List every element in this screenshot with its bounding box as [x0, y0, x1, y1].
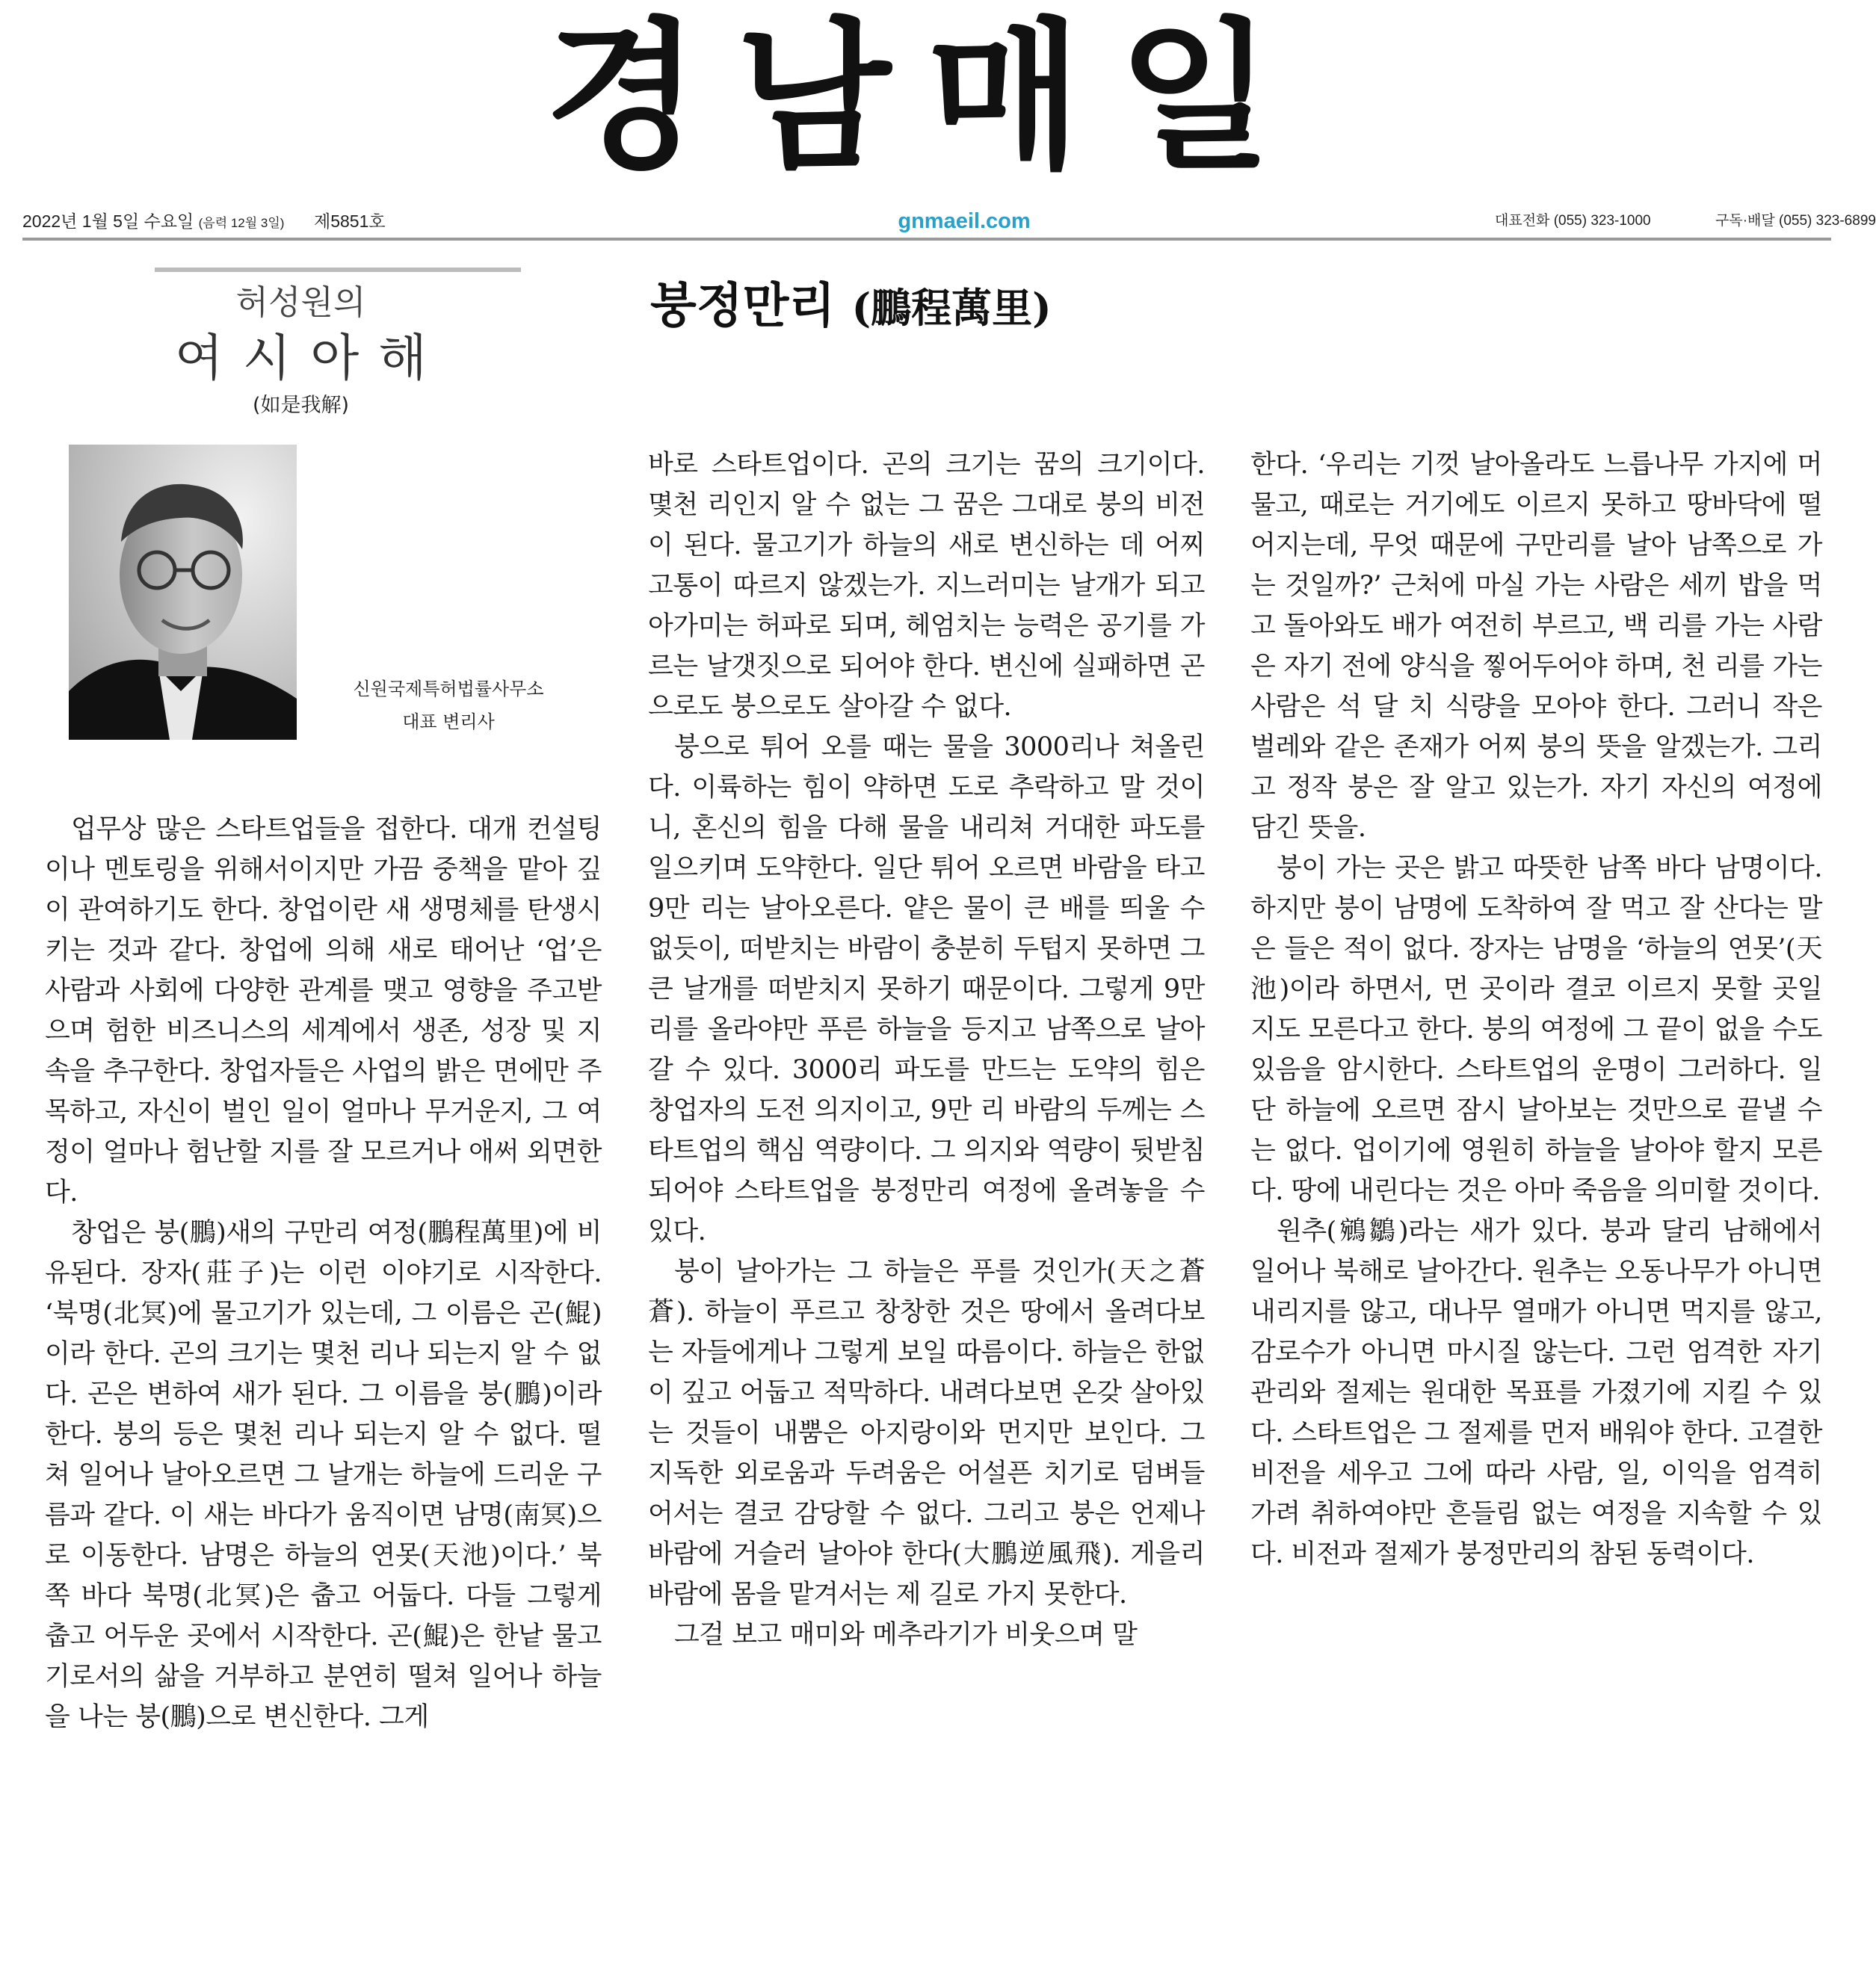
article-headline	[650, 269, 1846, 345]
subscription-phone: 구독·배달 (055) 323-6899	[1715, 213, 1876, 229]
author-photo	[69, 445, 297, 740]
article-column-2	[648, 445, 1205, 1655]
publication-date: 2022년 1월 5일 수요일 (음력 12월 3일)	[22, 211, 285, 231]
article-paragraph: 붕이 가는 곳은 밝고 따뜻한 남쪽 바다 남명이다. 하지만 붕이 남명에 도착하여 잘 먹고 잘 산다는 말은 들은 적이 없다. 장자는 남명을 ‘하늘의 연못’(天池)이라 하면서, 먼 곳이라 결코 이르지 못할 곳일지도 모른다고 한다. 붕의 여정에 그 끝이 없을 수도 있음을 암시한다. 스타트업의 운명이 그러하다. 일단 하늘에 오르면 잠시 날아보는 것만으로 끝낼 수는 없다. 업이기에 영원히 하늘을 날아야 할지 모른다. 땅에 내린다는 것은 아마 죽음을 의미할 것이다.	[1250, 853, 1822, 1206]
column-title-block	[90, 280, 512, 421]
headline-text: 붕정만리	[650, 278, 836, 334]
website-link[interactable]: gnmaeil.com	[898, 209, 1031, 233]
author-line: 허성원의	[235, 282, 366, 322]
issue-number: 제5851호	[314, 211, 386, 231]
author-caption	[333, 673, 564, 738]
series-title: 여시아해	[175, 329, 446, 387]
newspaper-masthead: 경남매일	[544, 3, 1309, 191]
article-paragraph: 붕이 날아가는 그 하늘은 푸를 것인가(天之蒼蒼). 하늘이 푸르고 창창한 것은 땅에서 올려다보는 자들에게나 그렇게 보일 따름이다. 하늘은 한없이 깊고 어둡고 적막하다. 내려다보면 온갖 살아있는 것들이 내뿜은 아지랑이와 먼지만 보인다. 그 지독한 외로움과 두려움은 어설픈 치기로 덤벼들어서는 결코 감당할 수 없다. 그리고 붕은 언제나 바람에 거슬러 날아야 한다(大鵬逆風飛). 게을리 바람에 몸을 맡겨서는 제 길로 가지 못한다.	[648, 1257, 1205, 1610]
article-paragraph-continued: 바로 스타트업이다. 곤의 크기는 꿈의 크기이다. 몇천 리인지 알 수 없는 그 꿈은 그대로 붕의 비전이 된다. 물고기가 하늘의 새로 변신하는 데 어찌 고통이 따르지 않겠는가. 지느러미는 날개가 되고 아가미는 허파로 되며, 헤엄치는 능력은 공기를 가르는 날갯짓으로 되어야 한다. 변신에 실패하면 곤으로도 붕으로도 살아갈 수 없다.	[648, 450, 1205, 722]
caption-affiliation: 신원국제특허법률사무소	[353, 678, 544, 699]
column-divider	[155, 268, 521, 272]
header-divider	[22, 238, 1831, 241]
lunar-date: (음력 12월 3일)	[198, 216, 285, 230]
article-paragraph: 그걸 보고 매미와 메추라기가 비웃으며 말	[674, 1620, 1138, 1650]
article-column-3	[1250, 445, 1822, 1574]
article-paragraph: 창업은 붕(鵬)새의 구만리 여정(鵬程萬里)에 비유된다. 장자(莊子)는 이런 이야기로 시작한다. ‘북명(北冥)에 물고기가 있는데, 그 이름은 곤(鯤)이라 한다. 곤의 크기는 몇천 리나 되는지 알 수 없다. 곤은 변하여 새가 된다. 그 이름을 붕(鵬)이라 한다. 붕의 등은 몇천 리나 되는지 알 수 없다. 떨쳐 일어나 날아오르면 그 날개는 하늘에 드리운 구름과 같다. 이 새는 바다가 움직이면 남명(南冥)으로 이동한다. 남명은 하늘의 연못(天池)이다.’ 북쪽 바다 북명(北冥)은 춥고 어둡다. 다들 그렇게 춥고 어두운 곳에서 시작한다. 곤(鯤)은 한낱 물고기로서의 삶을 거부하고 분연히 떨쳐 일어나 하늘을 나는 붕(鵬)으로 변신한다. 그게	[45, 1218, 602, 1732]
main-phone: 대표전화 (055) 323-1000	[1495, 213, 1651, 229]
article-paragraph: 업무상 많은 스타트업들을 접한다. 대개 컨설팅이나 멘토링을 위해서이지만 가끔 중책을 맡아 깊이 관여하기도 한다. 창업이란 새 생명체를 탄생시키는 것과 같다. 창업에 의해 새로 태어난 ‘업’은 사람과 사회에 다양한 관계를 맺고 영향을 주고받으며 험한 비즈니스의 세계에서 생존, 성장 및 지속을 추구한다. 창업자들은 사업의 밝은 면에만 주목하고, 자신이 벌인 일이 얼마나 무거운지, 그 여정이 얼마나 험난할 지를 잘 모르거나 애써 외면한다.	[45, 814, 602, 1208]
dateline-bar	[22, 206, 1876, 236]
caption-role: 대표 변리사	[402, 711, 495, 732]
article-paragraph: 붕으로 튀어 오를 때는 물을 3000리나 쳐올린다. 이륙하는 힘이 약하면 도로 추락하고 말 것이니, 혼신의 힘을 다해 물을 내리쳐 거대한 파도를 일으키며 도약한다. 일단 튀어 오르면 바람을 타고 9만 리는 날아오른다. 얕은 물이 큰 배를 띄울 수 없듯이, 떠받치는 바람이 충분히 두텁지 못하면 그 큰 날개를 떠받치지 못하기 때문이다. 그렇게 9만 리를 올라야만 푸른 하늘을 등지고 남쪽으로 날아갈 수 있다. 3000리 파도를 만드는 도약의 힘은 창업자의 도전 의지이고, 9만 리 바람의 두께는 스타트업의 핵심 역량이다. 그 의지와 역량이 뒷받침되어야 스타트업을 붕정만리 여정에 올려놓을 수 있다.	[648, 732, 1205, 1246]
headline-hanja: (鵬程萬里)	[851, 284, 1052, 332]
article-paragraph-continued: 한다. ‘우리는 기껏 날아올라도 느릅나무 가지에 머물고, 때로는 거기에도 이르지 못하고 땅바닥에 떨어지는데, 무엇 때문에 구만리를 날아 남쪽으로 가는 것일까?’ 근처에 마실 가는 사람은 세끼 밥을 먹고 돌아와도 배가 여전히 부르고, 백 리를 가는 사람은 자기 전에 양식을 찧어두어야 하며, 천 리를 가는 사람은 석 달 치 식량을 모아야 한다. 그러니 작은 벌레와 같은 존재가 어찌 붕의 뜻을 알겠는가. 그리고 정작 붕은 잘 알고 있는가. 자기 자신의 여정에 담긴 뜻을.	[1250, 450, 1822, 843]
article-column-1	[45, 809, 602, 1737]
author-portrait-illustration	[69, 445, 297, 740]
series-hanja: (如是我解)	[252, 394, 350, 417]
article-paragraph: 원추(鵷鶵)라는 새가 있다. 붕과 달리 남해에서 일어나 북해로 날아간다. 원추는 오동나무가 아니면 내리지를 않고, 대나무 열매가 아니면 먹지를 않고, 감로수가 아니면 마시질 않는다. 그런 엄격한 자기 관리와 절제는 원대한 목표를 가졌기에 지킬 수 있다. 스타트업은 그 절제를 먼저 배워야 한다. 고결한 비전을 세우고 그에 따라 사람, 일, 이익을 엄격히 가려 취하여야만 흔들림 없는 여정을 지속할 수 있다. 비전과 절제가 붕정만리의 참된 동력이다.	[1250, 1217, 1822, 1569]
